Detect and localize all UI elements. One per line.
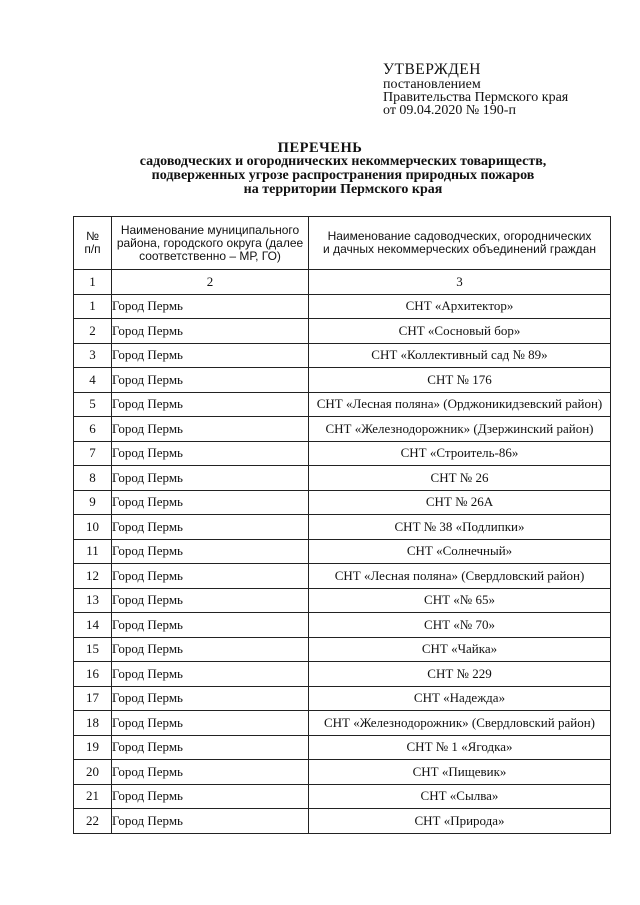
row-number: 16 [74, 662, 112, 687]
table-row [74, 294, 611, 319]
row-number: 14 [74, 613, 112, 638]
row-snt-name: СНТ «Архитектор» [309, 294, 611, 319]
row-number: 19 [74, 735, 112, 760]
row-number: 7 [74, 441, 112, 466]
row-number: 20 [74, 760, 112, 785]
row-region: Город Пермь [112, 784, 309, 809]
table-row [74, 515, 611, 540]
row-snt-name: СНТ «Железнодорожник» (Свердловский район) [309, 711, 611, 736]
row-snt-name: СНТ № 229 [309, 662, 611, 687]
row-number: 2 [74, 319, 112, 344]
row-region: Город Пермь [112, 368, 309, 393]
row-snt-name: СНТ «Чайка» [309, 637, 611, 662]
header-name-line-1: Наименование садоводческих, огороднических [327, 229, 592, 243]
header-number-line-2: п/п [84, 242, 101, 256]
subtitle-line-1: садоводческих и огороднических некоммерческих товариществ, [139, 154, 547, 169]
row-region: Город Пермь [112, 539, 309, 564]
row-snt-name: СНТ № 176 [309, 368, 611, 393]
row-region: Город Пермь [112, 441, 309, 466]
table-row [74, 735, 611, 760]
table-row [74, 613, 611, 638]
table-row [74, 686, 611, 711]
row-region: Город Пермь [112, 809, 309, 834]
document-title: ПЕРЕЧЕНЬ [277, 140, 363, 156]
table-row [74, 392, 611, 417]
row-region: Город Пермь [112, 392, 309, 417]
approval-line-3: от 09.04.2020 № 190-п [383, 103, 516, 118]
table-row [74, 784, 611, 809]
header-number-line-1: № [86, 229, 99, 243]
row-snt-name: СНТ «№ 70» [309, 613, 611, 638]
row-region: Город Пермь [112, 637, 309, 662]
row-number: 4 [74, 368, 112, 393]
table-row [74, 564, 611, 589]
row-snt-name: СНТ «Надежда» [309, 686, 611, 711]
table-row [74, 319, 611, 344]
row-snt-name: СНТ «Сылва» [309, 784, 611, 809]
table-body [74, 270, 611, 834]
table-row [74, 343, 611, 368]
row-snt-name: СНТ «Строитель-86» [309, 441, 611, 466]
snt-table [73, 216, 611, 834]
row-number: 22 [74, 809, 112, 834]
row-snt-name: СНТ «№ 65» [309, 588, 611, 613]
row-number: 8 [74, 466, 112, 491]
column-number: 3 [309, 270, 611, 295]
row-number: 13 [74, 588, 112, 613]
row-number: 5 [74, 392, 112, 417]
row-snt-name: СНТ № 38 «Подлипки» [309, 515, 611, 540]
row-region: Город Пермь [112, 686, 309, 711]
approval-line-1: постановлением [383, 77, 481, 92]
document-subtitle [0, 155, 640, 197]
header-name-line-2: и дачных некоммерческих объединений граждан [323, 242, 596, 256]
table-row [74, 490, 611, 515]
table-row [74, 637, 611, 662]
column-number: 2 [112, 270, 309, 295]
row-number: 6 [74, 417, 112, 442]
row-region: Город Пермь [112, 343, 309, 368]
table-row [74, 441, 611, 466]
header-region-line-2: района, городского округа (далее [116, 235, 304, 250]
row-region: Город Пермь [112, 466, 309, 491]
row-region: Город Пермь [112, 711, 309, 736]
row-number: 15 [74, 637, 112, 662]
subtitle-line-2: подверженных угрозе распространения природных пожаров [151, 168, 535, 183]
row-region: Город Пермь [112, 735, 309, 760]
row-region: Город Пермь [112, 515, 309, 540]
approval-line-2: Правительства Пермского края [383, 90, 569, 105]
table-row [74, 417, 611, 442]
row-region: Город Пермь [112, 417, 309, 442]
row-snt-name: СНТ «Сосновый бор» [309, 319, 611, 344]
row-snt-name: СНТ № 26 [309, 466, 611, 491]
header-number [74, 217, 112, 270]
subtitle-line-3: на территории Пермского края [243, 182, 443, 197]
row-number: 10 [74, 515, 112, 540]
row-number: 21 [74, 784, 112, 809]
row-number: 3 [74, 343, 112, 368]
row-snt-name: СНТ «Лесная поляна» (Свердловский район) [309, 564, 611, 589]
table-row [74, 588, 611, 613]
row-number: 1 [74, 294, 112, 319]
row-snt-name: СНТ № 26А [309, 490, 611, 515]
header-region-line-3: соответственно – МР, ГО) [139, 248, 281, 263]
column-number-row [74, 270, 611, 295]
column-number: 1 [74, 270, 112, 295]
table-row [74, 809, 611, 834]
row-snt-name: СНТ «Солнечный» [309, 539, 611, 564]
table-row [74, 466, 611, 491]
header-region [112, 217, 309, 270]
row-region: Город Пермь [112, 294, 309, 319]
approval-block [383, 62, 568, 117]
table-header-row [74, 217, 611, 270]
row-number: 9 [74, 490, 112, 515]
row-region: Город Пермь [112, 319, 309, 344]
table-row [74, 711, 611, 736]
row-region: Город Пермь [112, 588, 309, 613]
row-snt-name: СНТ «Коллективный сад № 89» [309, 343, 611, 368]
approval-heading: УТВЕРЖДЕН [383, 61, 481, 78]
row-region: Город Пермь [112, 613, 309, 638]
table-row [74, 662, 611, 687]
row-region: Город Пермь [112, 490, 309, 515]
row-region: Город Пермь [112, 662, 309, 687]
row-number: 18 [74, 711, 112, 736]
row-snt-name: СНТ «Природа» [309, 809, 611, 834]
row-number: 12 [74, 564, 112, 589]
row-snt-name: СНТ № 1 «Ягодка» [309, 735, 611, 760]
table-row [74, 760, 611, 785]
row-region: Город Пермь [112, 564, 309, 589]
table-row [74, 539, 611, 564]
row-snt-name: СНТ «Железнодорожник» (Дзержинский район) [309, 417, 611, 442]
row-number: 17 [74, 686, 112, 711]
row-number: 11 [74, 539, 112, 564]
table-row [74, 368, 611, 393]
row-snt-name: СНТ «Пищевик» [309, 760, 611, 785]
row-snt-name: СНТ «Лесная поляна» (Орджоникидзевский район) [309, 392, 611, 417]
header-name [309, 217, 611, 270]
row-region: Город Пермь [112, 760, 309, 785]
header-region-line-1: Наименование муниципального [120, 222, 300, 237]
